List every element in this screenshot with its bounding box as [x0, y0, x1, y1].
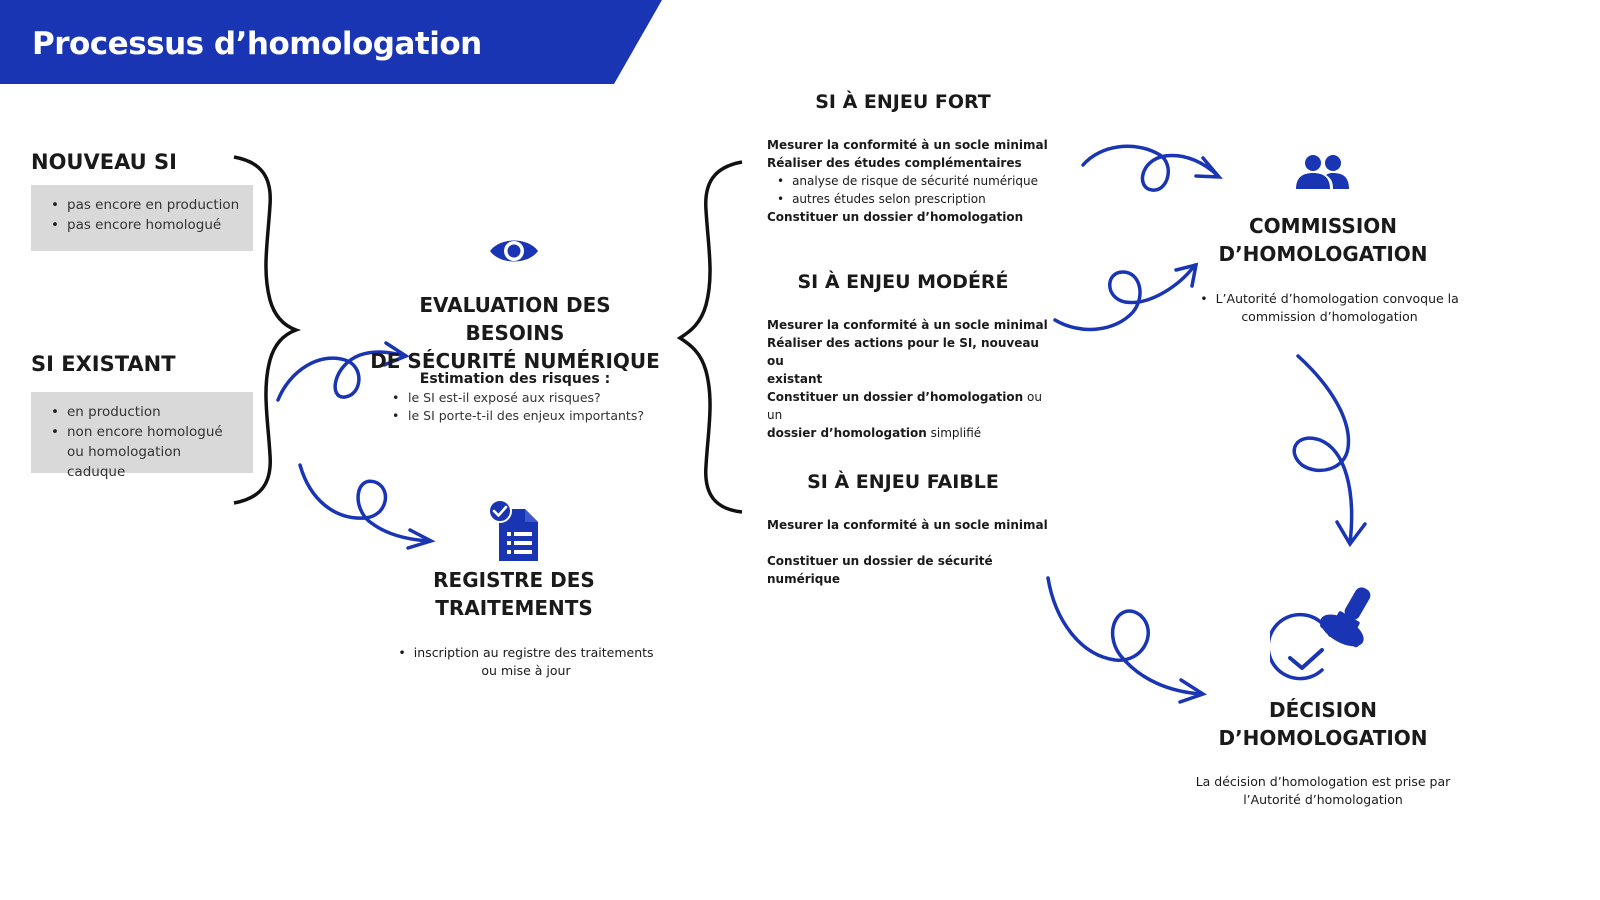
decision-text-line2: l’Autorité d’homologation — [1243, 792, 1403, 807]
list-item: • non encore homologué ou homologation caduque — [43, 422, 241, 482]
commission-title-line1: COMMISSION — [1248, 214, 1398, 238]
registre-item-line2: ou mise à jour — [481, 663, 571, 678]
enjeu-modere-line2b: existant — [767, 372, 823, 386]
commission-title-line2: D’HOMOLOGATION — [1218, 242, 1428, 266]
registre-item: • inscription au registre des traitements ou mise à jour — [392, 644, 660, 680]
right-brace — [680, 162, 742, 512]
decision-text — [1183, 773, 1463, 809]
commission-item-line2: commission d’homologation — [1241, 309, 1418, 324]
enjeu-modere-line1: Mesurer la conformité à un socle minimal — [767, 318, 1048, 332]
list-item: • pas encore homologué — [43, 215, 241, 235]
decision-text-line1: La décision d’homologation est prise par — [1195, 774, 1451, 789]
registre-title-line1: REGISTRE DES — [433, 568, 595, 592]
header-banner — [0, 0, 680, 86]
evaluation-title-line1: EVALUATION DES BESOINS — [419, 293, 611, 345]
page-title: Processus d’homologation — [32, 26, 482, 62]
enjeu-modere-content — [767, 316, 1052, 442]
si-existant-title: SI EXISTANT — [31, 352, 176, 376]
enjeu-fort-content: Mesurer la conformité à un socle minimal Réaliser des études complémentaires • analyse de risque de sécurité numérique • autres études selon prescription Constituer un dossier d’homologation — [767, 136, 1057, 226]
arrow-faible-to-decision — [1048, 578, 1203, 702]
enjeu-modere-line2a: Réaliser des actions pour le SI, nouveau ou — [767, 336, 1039, 368]
enjeu-modere-line4-rest: simplifié — [926, 426, 982, 440]
arrow-modere-to-commission — [1055, 265, 1196, 329]
enjeu-fort-title: SI À ENJEU FORT — [815, 91, 991, 113]
nouveau-si-box — [31, 185, 253, 251]
enjeu-modere-line3-rest: ou un — [767, 390, 1042, 422]
stamp-check-icon — [1270, 580, 1378, 690]
arrow-fort-to-commission — [1083, 146, 1219, 190]
commission-item: • L’Autorité d’homologation convoque la commission d’homologation — [1192, 290, 1467, 326]
commission-item-line1: L’Autorité d’homologation convoque la — [1215, 291, 1459, 306]
arrow-to-registre — [300, 465, 431, 548]
enjeu-modere-line3-bold: Constituer un dossier d’homologation — [767, 390, 1024, 404]
enjeu-fort-line2: Réaliser des études complémentaires — [767, 156, 1022, 170]
enjeu-modere-line4-bold: dossier d’homologation — [767, 426, 927, 440]
enjeu-fort-line1: Mesurer la conformité à un socle minimal — [767, 138, 1048, 152]
document-check-icon — [487, 499, 541, 563]
decision-title — [1193, 696, 1453, 752]
eye-icon — [488, 234, 540, 268]
arrow-commission-to-decision — [1294, 356, 1365, 544]
commission-title — [1193, 212, 1453, 268]
registre-title — [384, 566, 644, 622]
registre-item-line1: inscription au registre des traitements — [413, 645, 654, 660]
registre-title-line2: TRAITEMENTS — [435, 596, 593, 620]
enjeu-fort-line3: Constituer un dossier d’homologation — [767, 210, 1024, 224]
nouveau-si-title: NOUVEAU SI — [31, 150, 177, 174]
users-icon — [1293, 153, 1351, 191]
list-item: analyse de risque de sécurité numérique — [792, 174, 1039, 188]
enjeu-faible-line1: Mesurer la conformité à un socle minimal — [767, 518, 1048, 532]
list-item: • en production — [43, 402, 241, 422]
si-existant-box — [31, 392, 253, 480]
evaluation-subtitle: Estimation des risques : — [419, 371, 611, 387]
enjeu-faible-title: SI À ENJEU FAIBLE — [807, 471, 999, 493]
decision-title-line1: DÉCISION — [1269, 698, 1377, 722]
enjeu-faible-line2: Constituer un dossier de sécurité numérique — [767, 554, 993, 586]
decision-title-line2: D’HOMOLOGATION — [1218, 726, 1428, 750]
list-item: • le SI porte-t-il des enjeux importants? — [384, 407, 664, 425]
list-item: autres études selon prescription — [792, 192, 986, 206]
enjeu-modere-title: SI À ENJEU MODÉRÉ — [797, 271, 1009, 293]
list-item: • pas encore en production — [43, 195, 241, 215]
enjeu-faible-content — [767, 516, 1057, 588]
evaluation-list — [384, 389, 664, 425]
evaluation-title — [370, 291, 660, 375]
list-item: • le SI est-il exposé aux risques? — [384, 389, 664, 407]
evaluation-title-line2: DE SÉCURITÉ NUMÉRIQUE — [370, 349, 660, 373]
